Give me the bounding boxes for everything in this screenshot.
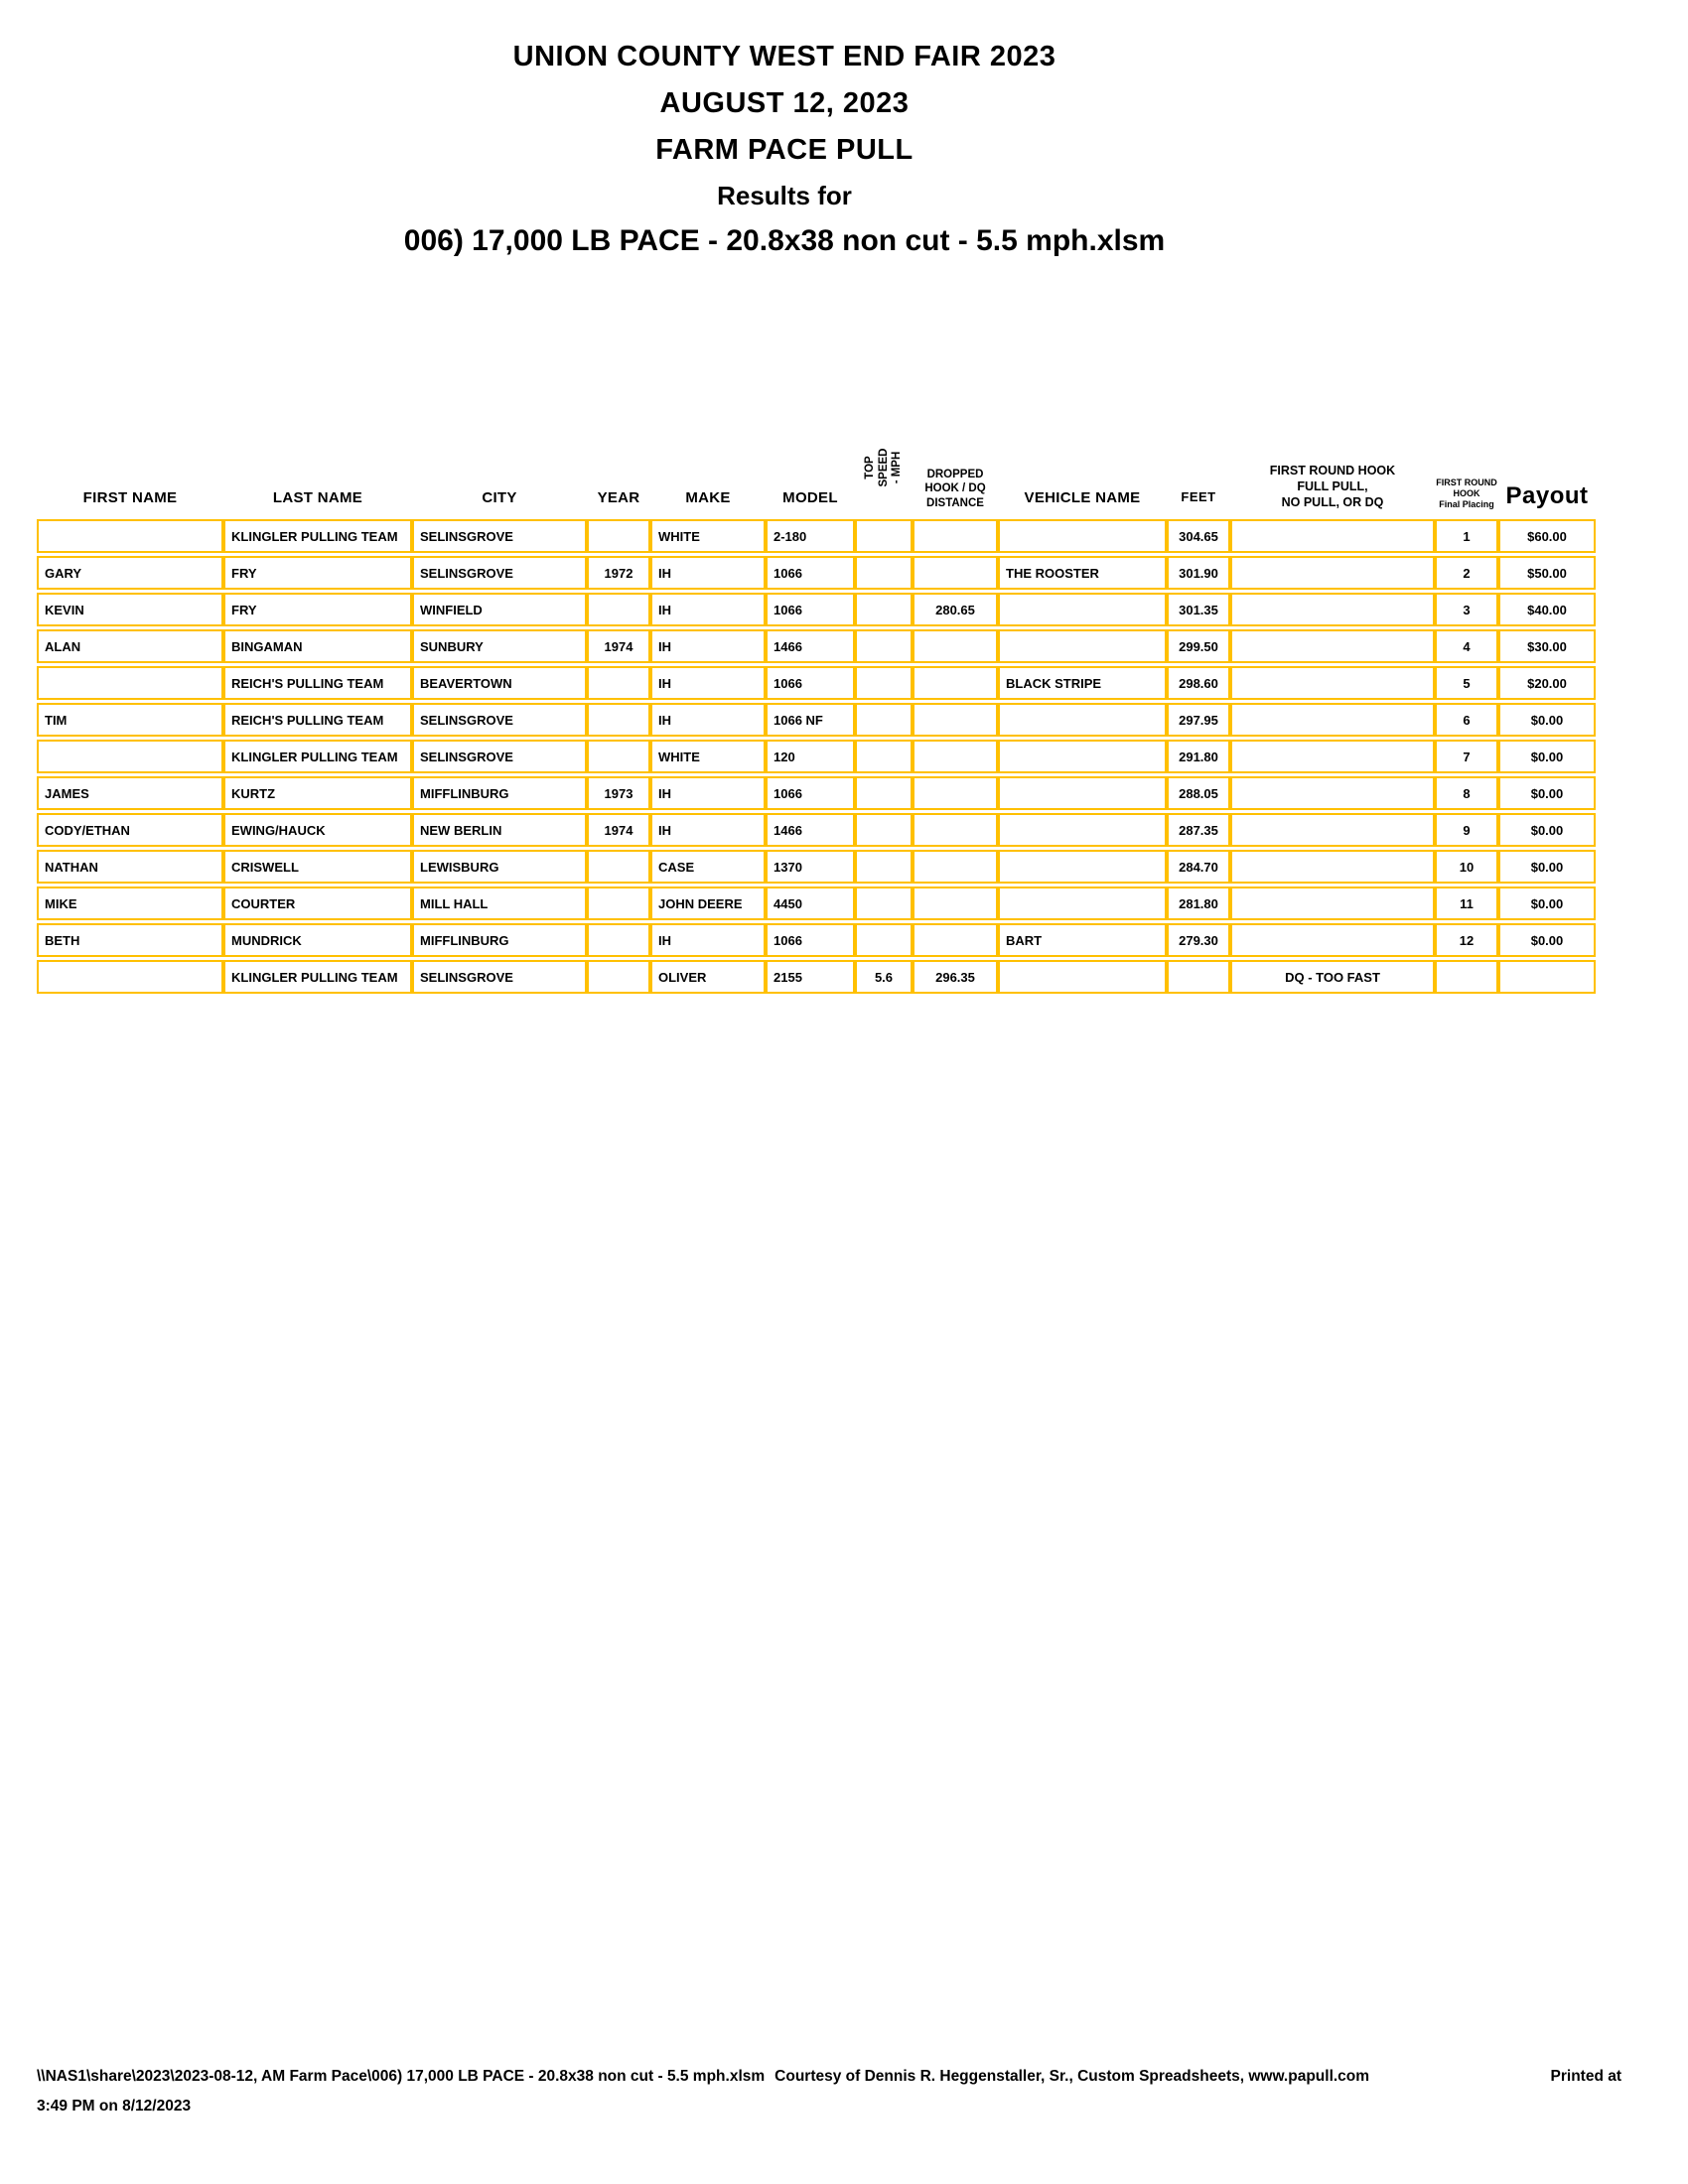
cell-city: SELINSGROVE xyxy=(412,556,587,590)
cell-top-speed: 5.6 xyxy=(855,960,913,994)
cell-final-placing: 8 xyxy=(1435,776,1498,810)
column-header-first-name: FIRST NAME xyxy=(82,489,178,506)
class-file-name: 006) 17,000 LB PACE - 20.8x38 non cut - 5.5 mph.xlsm xyxy=(403,224,1166,257)
cell-model: 120 xyxy=(766,740,855,773)
cell-feet: 284.70 xyxy=(1167,850,1230,884)
results-table xyxy=(37,422,1596,997)
cell-payout: $0.00 xyxy=(1498,703,1596,737)
cell-dropped-hook xyxy=(913,850,998,884)
column-header-dropped-hook: DROPPED HOOK / DQ DISTANCE xyxy=(924,468,986,509)
cell-year xyxy=(587,703,650,737)
cell-first-round-hook: DQ - TOO FAST xyxy=(1230,960,1435,994)
cell-first-name: CODY/ETHAN xyxy=(37,813,223,847)
cell-last-name: REICH'S PULLING TEAM xyxy=(223,703,412,737)
column-header-payout: Payout xyxy=(1505,482,1589,509)
cell-dropped-hook: 280.65 xyxy=(913,593,998,626)
cell-first-round-hook xyxy=(1230,887,1435,920)
courtesy-text: Courtesy of Dennis R. Heggenstaller, Sr., Custom Spreadsheets, www.papull.com xyxy=(774,2068,1370,2085)
cell-model: 1066 xyxy=(766,776,855,810)
table-row xyxy=(37,923,1596,957)
cell-feet: 298.60 xyxy=(1167,666,1230,700)
cell-vehicle-name: BLACK STRIPE xyxy=(998,666,1167,700)
cell-top-speed xyxy=(855,629,913,663)
cell-first-name xyxy=(37,960,223,994)
cell-dropped-hook xyxy=(913,776,998,810)
cell-first-round-hook xyxy=(1230,703,1435,737)
cell-year xyxy=(587,666,650,700)
cell-city: SELINSGROVE xyxy=(412,960,587,994)
cell-vehicle-name xyxy=(998,593,1167,626)
cell-year: 1974 xyxy=(587,629,650,663)
footer xyxy=(37,2067,1621,2116)
cell-top-speed xyxy=(855,703,913,737)
column-header-top-speed: TOP SPEED - MPH xyxy=(863,448,903,487)
cell-top-speed xyxy=(855,666,913,700)
cell-feet: 279.30 xyxy=(1167,923,1230,957)
cell-dropped-hook xyxy=(913,519,998,553)
cell-final-placing: 6 xyxy=(1435,703,1498,737)
table-row xyxy=(37,666,1596,700)
cell-first-name xyxy=(37,740,223,773)
cell-last-name: MUNDRICK xyxy=(223,923,412,957)
cell-feet: 299.50 xyxy=(1167,629,1230,663)
table-row xyxy=(37,556,1596,590)
cell-model: 1066 xyxy=(766,923,855,957)
cell-year: 1974 xyxy=(587,813,650,847)
table-row xyxy=(37,887,1596,920)
page-title-block xyxy=(0,42,1569,257)
cell-make: IH xyxy=(650,703,766,737)
table-row xyxy=(37,813,1596,847)
cell-city: NEW BERLIN xyxy=(412,813,587,847)
cell-vehicle-name xyxy=(998,519,1167,553)
table-row xyxy=(37,740,1596,773)
column-header-feet: FEET xyxy=(1181,489,1216,504)
footer-line1 xyxy=(37,2067,1621,2086)
cell-make: IH xyxy=(650,556,766,590)
cell-model: 2155 xyxy=(766,960,855,994)
cell-first-name: KEVIN xyxy=(37,593,223,626)
cell-feet: 297.95 xyxy=(1167,703,1230,737)
column-header-vehicle-name: VEHICLE NAME xyxy=(1024,489,1141,506)
table-row xyxy=(37,519,1596,553)
cell-dropped-hook xyxy=(913,629,998,663)
cell-last-name: FRY xyxy=(223,556,412,590)
cell-make: IH xyxy=(650,813,766,847)
cell-first-name: ALAN xyxy=(37,629,223,663)
cell-feet: 304.65 xyxy=(1167,519,1230,553)
cell-top-speed xyxy=(855,740,913,773)
cell-year: 1973 xyxy=(587,776,650,810)
event-date: AUGUST 12, 2023 xyxy=(659,87,910,119)
cell-payout: $0.00 xyxy=(1498,813,1596,847)
cell-first-round-hook xyxy=(1230,850,1435,884)
cell-model: 4450 xyxy=(766,887,855,920)
cell-make: JOHN DEERE xyxy=(650,887,766,920)
cell-top-speed xyxy=(855,850,913,884)
cell-vehicle-name xyxy=(998,850,1167,884)
cell-first-name: NATHAN xyxy=(37,850,223,884)
cell-top-speed xyxy=(855,887,913,920)
cell-model: 1066 xyxy=(766,593,855,626)
cell-top-speed xyxy=(855,813,913,847)
fair-title: UNION COUNTY WEST END FAIR 2023 xyxy=(512,41,1056,72)
cell-first-round-hook xyxy=(1230,556,1435,590)
cell-year: 1972 xyxy=(587,556,650,590)
cell-payout: $20.00 xyxy=(1498,666,1596,700)
cell-top-speed xyxy=(855,776,913,810)
cell-first-name: GARY xyxy=(37,556,223,590)
column-header-model: MODEL xyxy=(782,489,838,506)
column-header-make: MAKE xyxy=(685,489,731,506)
cell-make: IH xyxy=(650,629,766,663)
cell-city: MILL HALL xyxy=(412,887,587,920)
cell-last-name: BINGAMAN xyxy=(223,629,412,663)
cell-first-round-hook xyxy=(1230,813,1435,847)
cell-make: OLIVER xyxy=(650,960,766,994)
cell-final-placing: 11 xyxy=(1435,887,1498,920)
cell-payout: $0.00 xyxy=(1498,740,1596,773)
cell-last-name: KLINGLER PULLING TEAM xyxy=(223,740,412,773)
cell-vehicle-name xyxy=(998,629,1167,663)
cell-first-name: TIM xyxy=(37,703,223,737)
cell-last-name: EWING/HAUCK xyxy=(223,813,412,847)
cell-feet: 287.35 xyxy=(1167,813,1230,847)
cell-final-placing xyxy=(1435,960,1498,994)
cell-year xyxy=(587,887,650,920)
cell-model: 1066 NF xyxy=(766,703,855,737)
cell-final-placing: 3 xyxy=(1435,593,1498,626)
cell-final-placing: 4 xyxy=(1435,629,1498,663)
cell-dropped-hook xyxy=(913,666,998,700)
column-header-last-name: LAST NAME xyxy=(272,489,363,506)
cell-vehicle-name xyxy=(998,813,1167,847)
cell-final-placing: 5 xyxy=(1435,666,1498,700)
file-path: \\NAS1\share\2023\2023-08-12, AM Farm Pace\006) 17,000 LB PACE - 20.8x38 non cut - 5.5 mph.xlsm xyxy=(37,2068,766,2085)
cell-model: 1466 xyxy=(766,629,855,663)
cell-city: BEAVERTOWN xyxy=(412,666,587,700)
cell-city: WINFIELD xyxy=(412,593,587,626)
cell-dropped-hook: 296.35 xyxy=(913,960,998,994)
cell-vehicle-name xyxy=(998,703,1167,737)
column-header-final-placing: FIRST ROUND HOOK Final Placing xyxy=(1436,478,1497,509)
table-row xyxy=(37,593,1596,626)
cell-first-round-hook xyxy=(1230,593,1435,626)
cell-dropped-hook xyxy=(913,703,998,737)
cell-payout: $30.00 xyxy=(1498,629,1596,663)
cell-model: 2-180 xyxy=(766,519,855,553)
cell-last-name: KURTZ xyxy=(223,776,412,810)
cell-first-round-hook xyxy=(1230,776,1435,810)
cell-payout: $0.00 xyxy=(1498,923,1596,957)
cell-vehicle-name xyxy=(998,887,1167,920)
cell-last-name: CRISWELL xyxy=(223,850,412,884)
cell-dropped-hook xyxy=(913,740,998,773)
cell-final-placing: 1 xyxy=(1435,519,1498,553)
cell-payout: $0.00 xyxy=(1498,887,1596,920)
cell-last-name: KLINGLER PULLING TEAM xyxy=(223,519,412,553)
cell-city: MIFFLINBURG xyxy=(412,923,587,957)
cell-make: CASE xyxy=(650,850,766,884)
cell-model: 1066 xyxy=(766,556,855,590)
cell-dropped-hook xyxy=(913,813,998,847)
cell-top-speed xyxy=(855,923,913,957)
cell-payout: $0.00 xyxy=(1498,776,1596,810)
cell-feet xyxy=(1167,960,1230,994)
cell-first-name: MIKE xyxy=(37,887,223,920)
cell-first-round-hook xyxy=(1230,519,1435,553)
cell-city: MIFFLINBURG xyxy=(412,776,587,810)
cell-final-placing: 10 xyxy=(1435,850,1498,884)
cell-last-name: COURTER xyxy=(223,887,412,920)
cell-payout: $40.00 xyxy=(1498,593,1596,626)
cell-make: IH xyxy=(650,593,766,626)
cell-vehicle-name xyxy=(998,960,1167,994)
cell-make: IH xyxy=(650,666,766,700)
column-header-year: YEAR xyxy=(597,489,640,506)
cell-city: SELINSGROVE xyxy=(412,703,587,737)
cell-model: 1066 xyxy=(766,666,855,700)
cell-make: WHITE xyxy=(650,519,766,553)
cell-year xyxy=(587,740,650,773)
cell-vehicle-name xyxy=(998,776,1167,810)
results-for-label: Results for xyxy=(717,181,852,210)
cell-vehicle-name: THE ROOSTER xyxy=(998,556,1167,590)
cell-city: SELINSGROVE xyxy=(412,740,587,773)
cell-last-name: FRY xyxy=(223,593,412,626)
cell-city: LEWISBURG xyxy=(412,850,587,884)
cell-top-speed xyxy=(855,593,913,626)
table-row xyxy=(37,703,1596,737)
cell-year xyxy=(587,923,650,957)
cell-top-speed xyxy=(855,519,913,553)
cell-city: SELINSGROVE xyxy=(412,519,587,553)
cell-payout: $50.00 xyxy=(1498,556,1596,590)
cell-feet: 291.80 xyxy=(1167,740,1230,773)
cell-first-name: JAMES xyxy=(37,776,223,810)
cell-make: IH xyxy=(650,923,766,957)
cell-first-round-hook xyxy=(1230,923,1435,957)
column-header-first-round-hook: FIRST ROUND HOOK FULL PULL, NO PULL, OR DQ xyxy=(1269,464,1396,509)
table-row xyxy=(37,776,1596,810)
cell-final-placing: 12 xyxy=(1435,923,1498,957)
cell-feet: 301.90 xyxy=(1167,556,1230,590)
cell-model: 1370 xyxy=(766,850,855,884)
cell-vehicle-name xyxy=(998,740,1167,773)
cell-top-speed xyxy=(855,556,913,590)
cell-final-placing: 2 xyxy=(1435,556,1498,590)
cell-year xyxy=(587,519,650,553)
table-body xyxy=(37,519,1596,994)
cell-last-name: KLINGLER PULLING TEAM xyxy=(223,960,412,994)
cell-payout xyxy=(1498,960,1596,994)
cell-first-name: BETH xyxy=(37,923,223,957)
cell-last-name: REICH'S PULLING TEAM xyxy=(223,666,412,700)
cell-year xyxy=(587,960,650,994)
cell-make: WHITE xyxy=(650,740,766,773)
cell-final-placing: 9 xyxy=(1435,813,1498,847)
printed-at-label: Printed at xyxy=(1550,2068,1621,2085)
printed-time: 3:49 PM on 8/12/2023 xyxy=(37,2098,192,2115)
cell-model: 1466 xyxy=(766,813,855,847)
table-row xyxy=(37,850,1596,884)
cell-payout: $60.00 xyxy=(1498,519,1596,553)
cell-first-name xyxy=(37,519,223,553)
cell-feet: 281.80 xyxy=(1167,887,1230,920)
cell-feet: 288.05 xyxy=(1167,776,1230,810)
column-header-city: CITY xyxy=(482,489,517,506)
cell-first-name xyxy=(37,666,223,700)
cell-year xyxy=(587,850,650,884)
cell-year xyxy=(587,593,650,626)
table-row xyxy=(37,629,1596,663)
event-name: FARM PACE PULL xyxy=(655,134,914,166)
cell-final-placing: 7 xyxy=(1435,740,1498,773)
cell-dropped-hook xyxy=(913,556,998,590)
cell-make: IH xyxy=(650,776,766,810)
cell-first-round-hook xyxy=(1230,629,1435,663)
cell-vehicle-name: BART xyxy=(998,923,1167,957)
cell-feet: 301.35 xyxy=(1167,593,1230,626)
cell-dropped-hook xyxy=(913,923,998,957)
table-row xyxy=(37,960,1596,994)
cell-payout: $0.00 xyxy=(1498,850,1596,884)
cell-city: SUNBURY xyxy=(412,629,587,663)
cell-dropped-hook xyxy=(913,887,998,920)
cell-first-round-hook xyxy=(1230,666,1435,700)
cell-first-round-hook xyxy=(1230,740,1435,773)
header-row xyxy=(37,425,1596,516)
